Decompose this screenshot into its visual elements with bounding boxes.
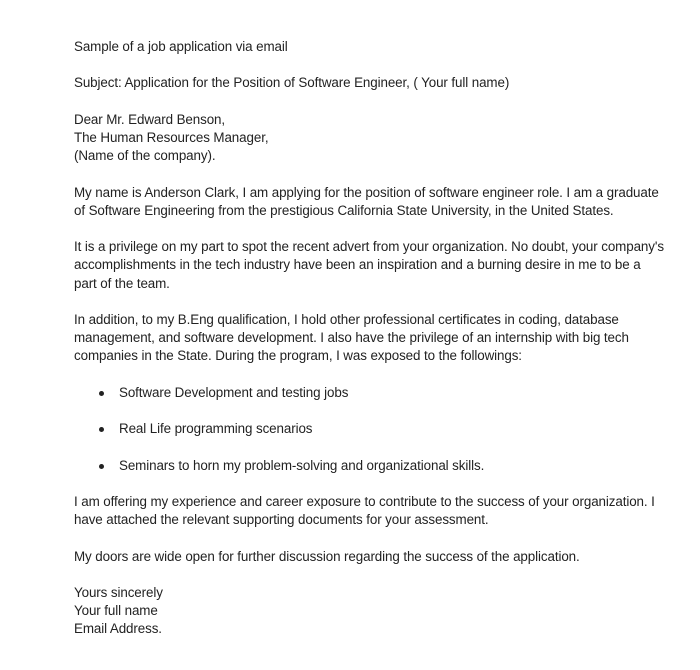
recipient-address [74,111,664,166]
paragraph-introduction: My name is Anderson Clark, I am applying for the position of software engineer role. I am a graduate of Software Engineering from the prestigious California State University, in the United States. [74,184,659,218]
salutation-line: Dear Mr. Edward Benson, [74,111,226,127]
list-item-text: Real Life programming scenarios [119,421,313,437]
spacer [74,93,664,111]
paragraph-motivation: It is a privilege on my part to spot the recent advert from your organization. No doubt, your company's accomplishments in the tech industry have been an inspiration and a burning desire in me to be a part of the team. [74,239,664,291]
bullet-icon [99,427,104,432]
bullet-icon [99,464,104,469]
list-item-text: Seminars to horn my problem-solving and organizational skills. [119,457,485,473]
sender-name: Your full name [74,603,158,619]
sender-email: Email Address. [74,621,162,637]
recipient-title: The Human Resources Manager, [74,129,269,145]
email-subject: Subject: Application for the Position of Software Engineer, ( Your full name) [74,75,510,91]
spacer [74,56,664,74]
list-item [74,420,664,456]
paragraph-discussion: My doors are wide open for further discussion regarding the success of the application. [74,548,580,564]
experience-list [74,384,664,475]
bullet-icon [99,391,104,396]
spacer [74,529,664,547]
spacer [74,566,664,584]
spacer [74,475,664,493]
list-item [74,457,664,475]
spacer [74,165,664,183]
document-heading: Sample of a job application via email [74,39,288,54]
spacer [74,220,664,238]
list-item [74,384,664,420]
paragraph-qualifications: In addition, to my B.Eng qualification, I hold other professional certificates in coding, database management, and software development. I also have the privilege of an internship with big tech companies in the State. During the program, I was exposed to the followings: [74,311,629,364]
list-item-text: Software Development and testing jobs [119,384,349,400]
signature-block [74,584,664,639]
closing-phrase: Yours sincerely [74,584,163,600]
spacer [74,366,664,384]
company-name: (Name of the company). [74,148,216,164]
email-letter [74,38,664,639]
spacer [74,293,664,311]
paragraph-offer: I am offering my experience and career exposure to contribute to the success of your organization. I have attached the relevant supporting documents for your assessment. [74,493,655,528]
